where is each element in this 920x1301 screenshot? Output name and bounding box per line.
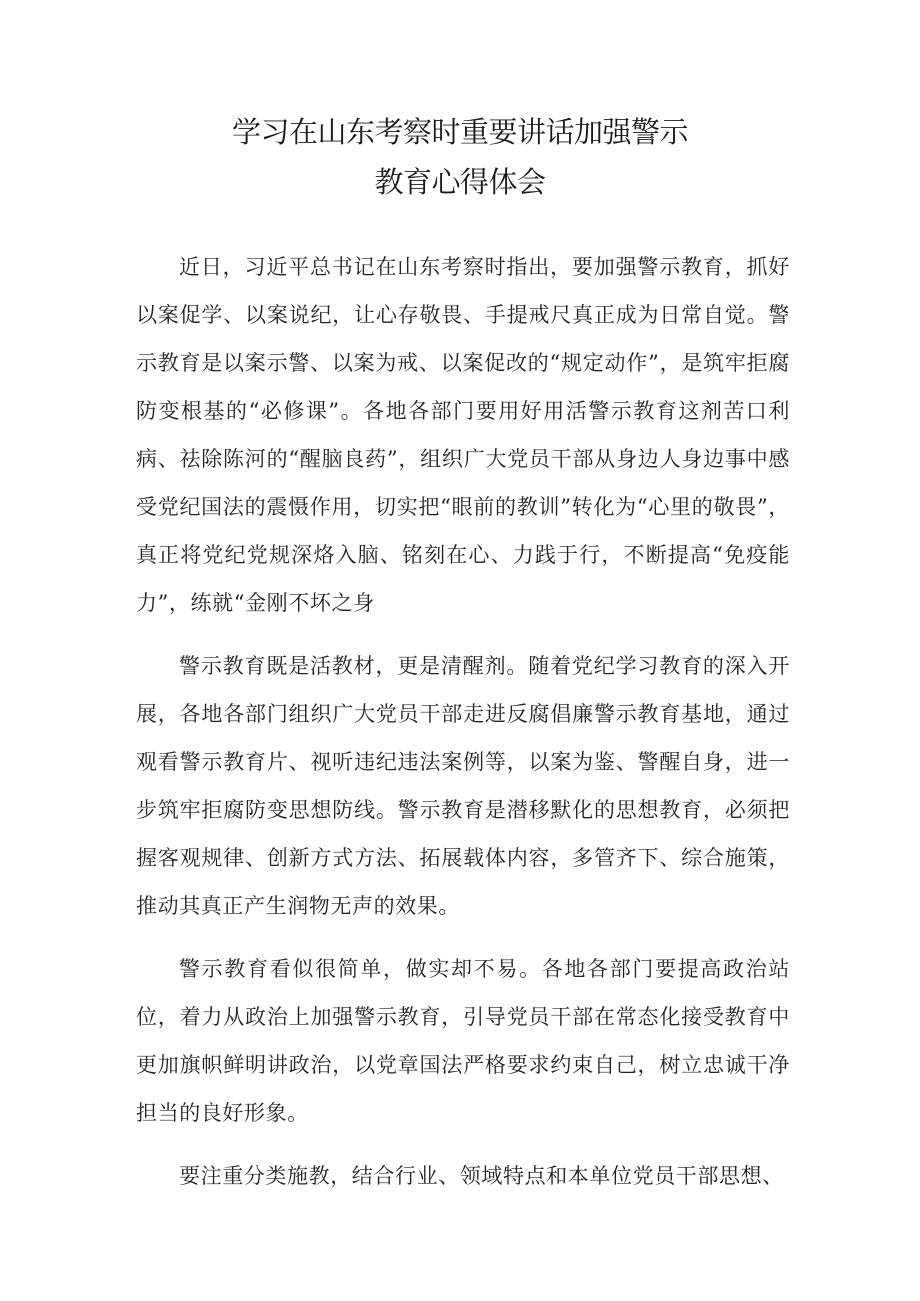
paragraph-4: 要注重分类施教，结合行业、领域特点和本单位党员干部思想、 <box>179 1164 784 1188</box>
paragraph-2: 警示教育既是活教材，更是清醒剂。随着党纪学习教育的深入开展，各地各部门组织广大党员干部走进反腐倡廉警示教育基地，通过观看警示教育片、视听违纪违法案例等，以案为鉴、警醒自身，进一步筑牢拒腐防变思想防线。警示教育是潜移默化的思想教育，必须把握客观规律、创新方式方法、拓展载体内容，多管齐下、综合施策，推动其真正产生润物无声的效果。 <box>136 654 790 918</box>
paragraph-3: 警示教育看似很简单，做实却不易。各地各部门要提高政治站位，着力从政治上加强警示教育，引导党员干部在常态化接受教育中更加旗帜鲜明讲政治，以党章国法严格要求约束自己，树立忠诚干净担当的良好形象。 <box>136 957 790 1125</box>
paragraph-1: 近日，习近平总书记在山东考察时指出，要加强警示教育，抓好以案促学、以案说纪，让心存敬畏、手提戒尺真正成为日常自觉。警示教育是以案示警、以案为戒、以案促改的“规定动作”，是筑牢拒腐防变根基的“必修课”。各地各部门要用好用活警示教育这剂苦口利病、祛除陈河的“醒脑良药”，组织广大党员干部从身边人身边事中感受党纪国法的震慑作用，切实把“眼前的教训”转化为“心里的敬畏”，真正将党纪党规深烙入脑、铭刻在心、力践于行，不断提高“免疫能力”，练就“金刚不坏之身 <box>136 255 790 615</box>
document-title-line-1: 学习在山东考察时重要讲话加强警示 <box>231 115 688 149</box>
document-body <box>136 243 790 1215</box>
document-title-line-2: 教育心得体会 <box>374 165 546 199</box>
